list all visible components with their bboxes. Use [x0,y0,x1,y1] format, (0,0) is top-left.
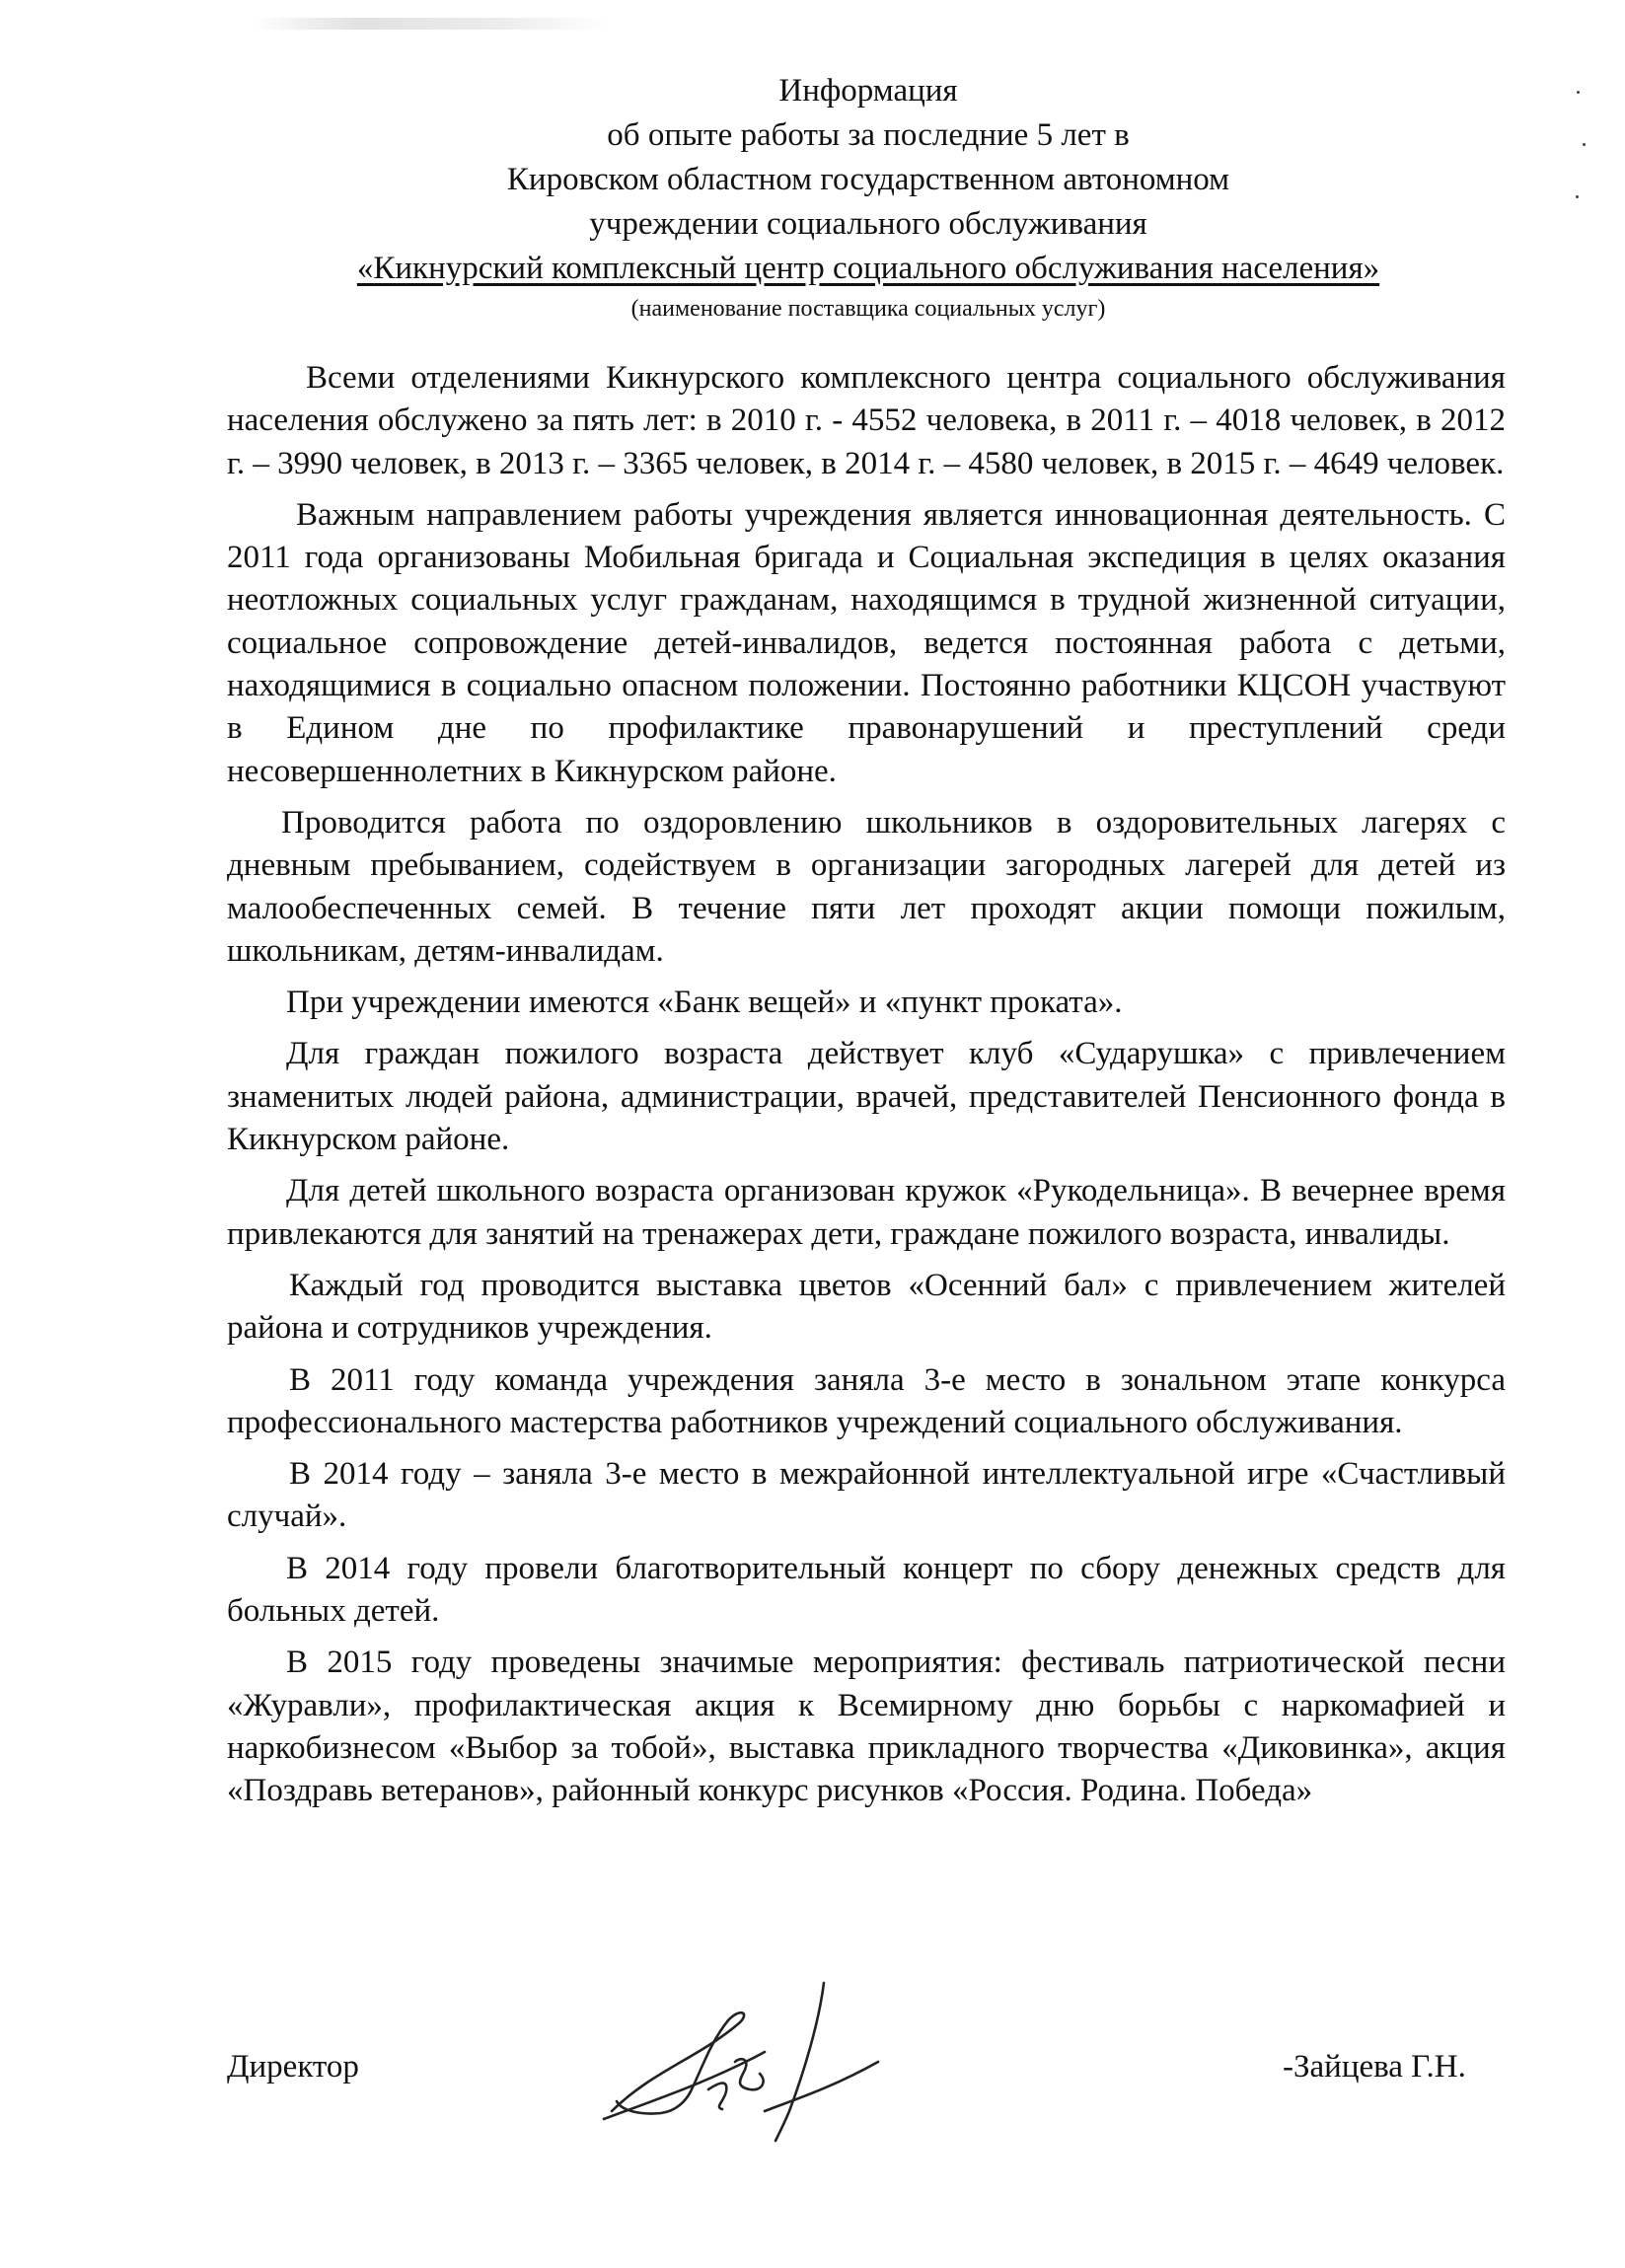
scan-speck [1583,143,1586,146]
subtitle-line-2: Кировском областном государственном автономном [506,162,1230,197]
paragraph: В 2014 году – заняла 3-е место в межрайонной интеллектуальной игре «Счастливый случай». [227,1456,1506,1535]
subtitle-line-3: учреждении социального обслуживания [589,206,1147,242]
scan-speck [1576,195,1579,198]
scan-speck [1577,91,1580,94]
organization-name: «Кикнурский комплексный центр социального обслуживания населения» [356,251,1380,286]
document-title: Информация [778,73,958,109]
paragraph: Каждый год проводится выставка цветов «Осенний бал» с привлечением жителей района и сотрудников учреждения. [227,1267,1506,1347]
scan-artifact [252,18,607,30]
paragraph: Важным направлением работы учреждения является инновационная деятельность. С 2011 года организованы Мобильная бригада и Социальная экспедиция в целях оказания неотложных социальных услуг гражданам, находящимся в трудной жизненной ситуации, социальное сопровождение детей-инвалидов, ведется постоянная работа с детьми, находящимися в социально опасном положении. Постоянно работники КЦСОН участвуют в Едином дне по профилактике правонарушений и преступлений среди несовершеннолетних в Кикнурском районе. [227,496,1506,789]
paragraph: При учреждении имеются «Банк вещей» и «пункт проката». [286,985,1123,1021]
paragraph: В 2011 году команда учреждения заняла 3-е место в зональном этапе конкурса профессионального мастерства работников учреждений социального обслуживания. [227,1361,1506,1440]
signatory-name: -Зайцева Г.Н. [1283,2049,1466,2085]
paragraph: Всеми отделениями Кикнурского комплексного центра социального обслуживания населения обслужено за пять лет: в 2010 г. - 4552 человека, в 2011 г. – 4018 человек, в 2012 г. – 3990 человек, в 2013 г. – 3365 человек, в 2014 г. – 4580 человек, в 2015 г. – 4649 человек. [227,360,1506,481]
subtitle-line-1: об опыте работы за последние 5 лет в [607,117,1130,153]
paragraph: Для граждан пожилого возраста действует клуб «Сударушка» с привлечением знаменитых людей района, администрации, врачей, представителей Пенсионного фонда в Кикнурском районе. [227,1036,1506,1158]
paragraph: В 2015 году проведены значимые мероприятия: фестиваль патриотической песни «Журавли», профилактическая акция к Всемирному дню борьбы с наркомафией и наркобизнесом «Выбор за тобой», выставка прикладного творчества «Диковинка», акция «Поздравь ветеранов», районный конкурс рисунков «Россия. Родина. Победа» [227,1645,1506,1809]
document-body [227,357,1506,1813]
paragraph: Для детей школьного возраста организован кружок «Рукодельница». В вечернее время привлекаются для занятий на тренажерах дети, граждане пожилого возраста, инвалиды. [227,1173,1506,1252]
paragraph: Проводится работа по оздоровлению школьников в оздоровительных лагерях с дневным пребыванием, содействуем в организации загородных лагерей для детей из малообеспеченных семей. В течение пяти лет проходят акции помощи пожилым, школьникам, детям-инвалидам. [227,804,1506,969]
document-header [227,69,1510,327]
paragraph: В 2014 году провели благотворительный концерт по сбору денежных средств для больных детей. [227,1550,1506,1630]
signatory-role: Директор [227,2049,359,2085]
organization-caption: (наименование поставщика социальных услуг) [630,296,1106,322]
handwritten-signature-icon [592,1963,888,2151]
